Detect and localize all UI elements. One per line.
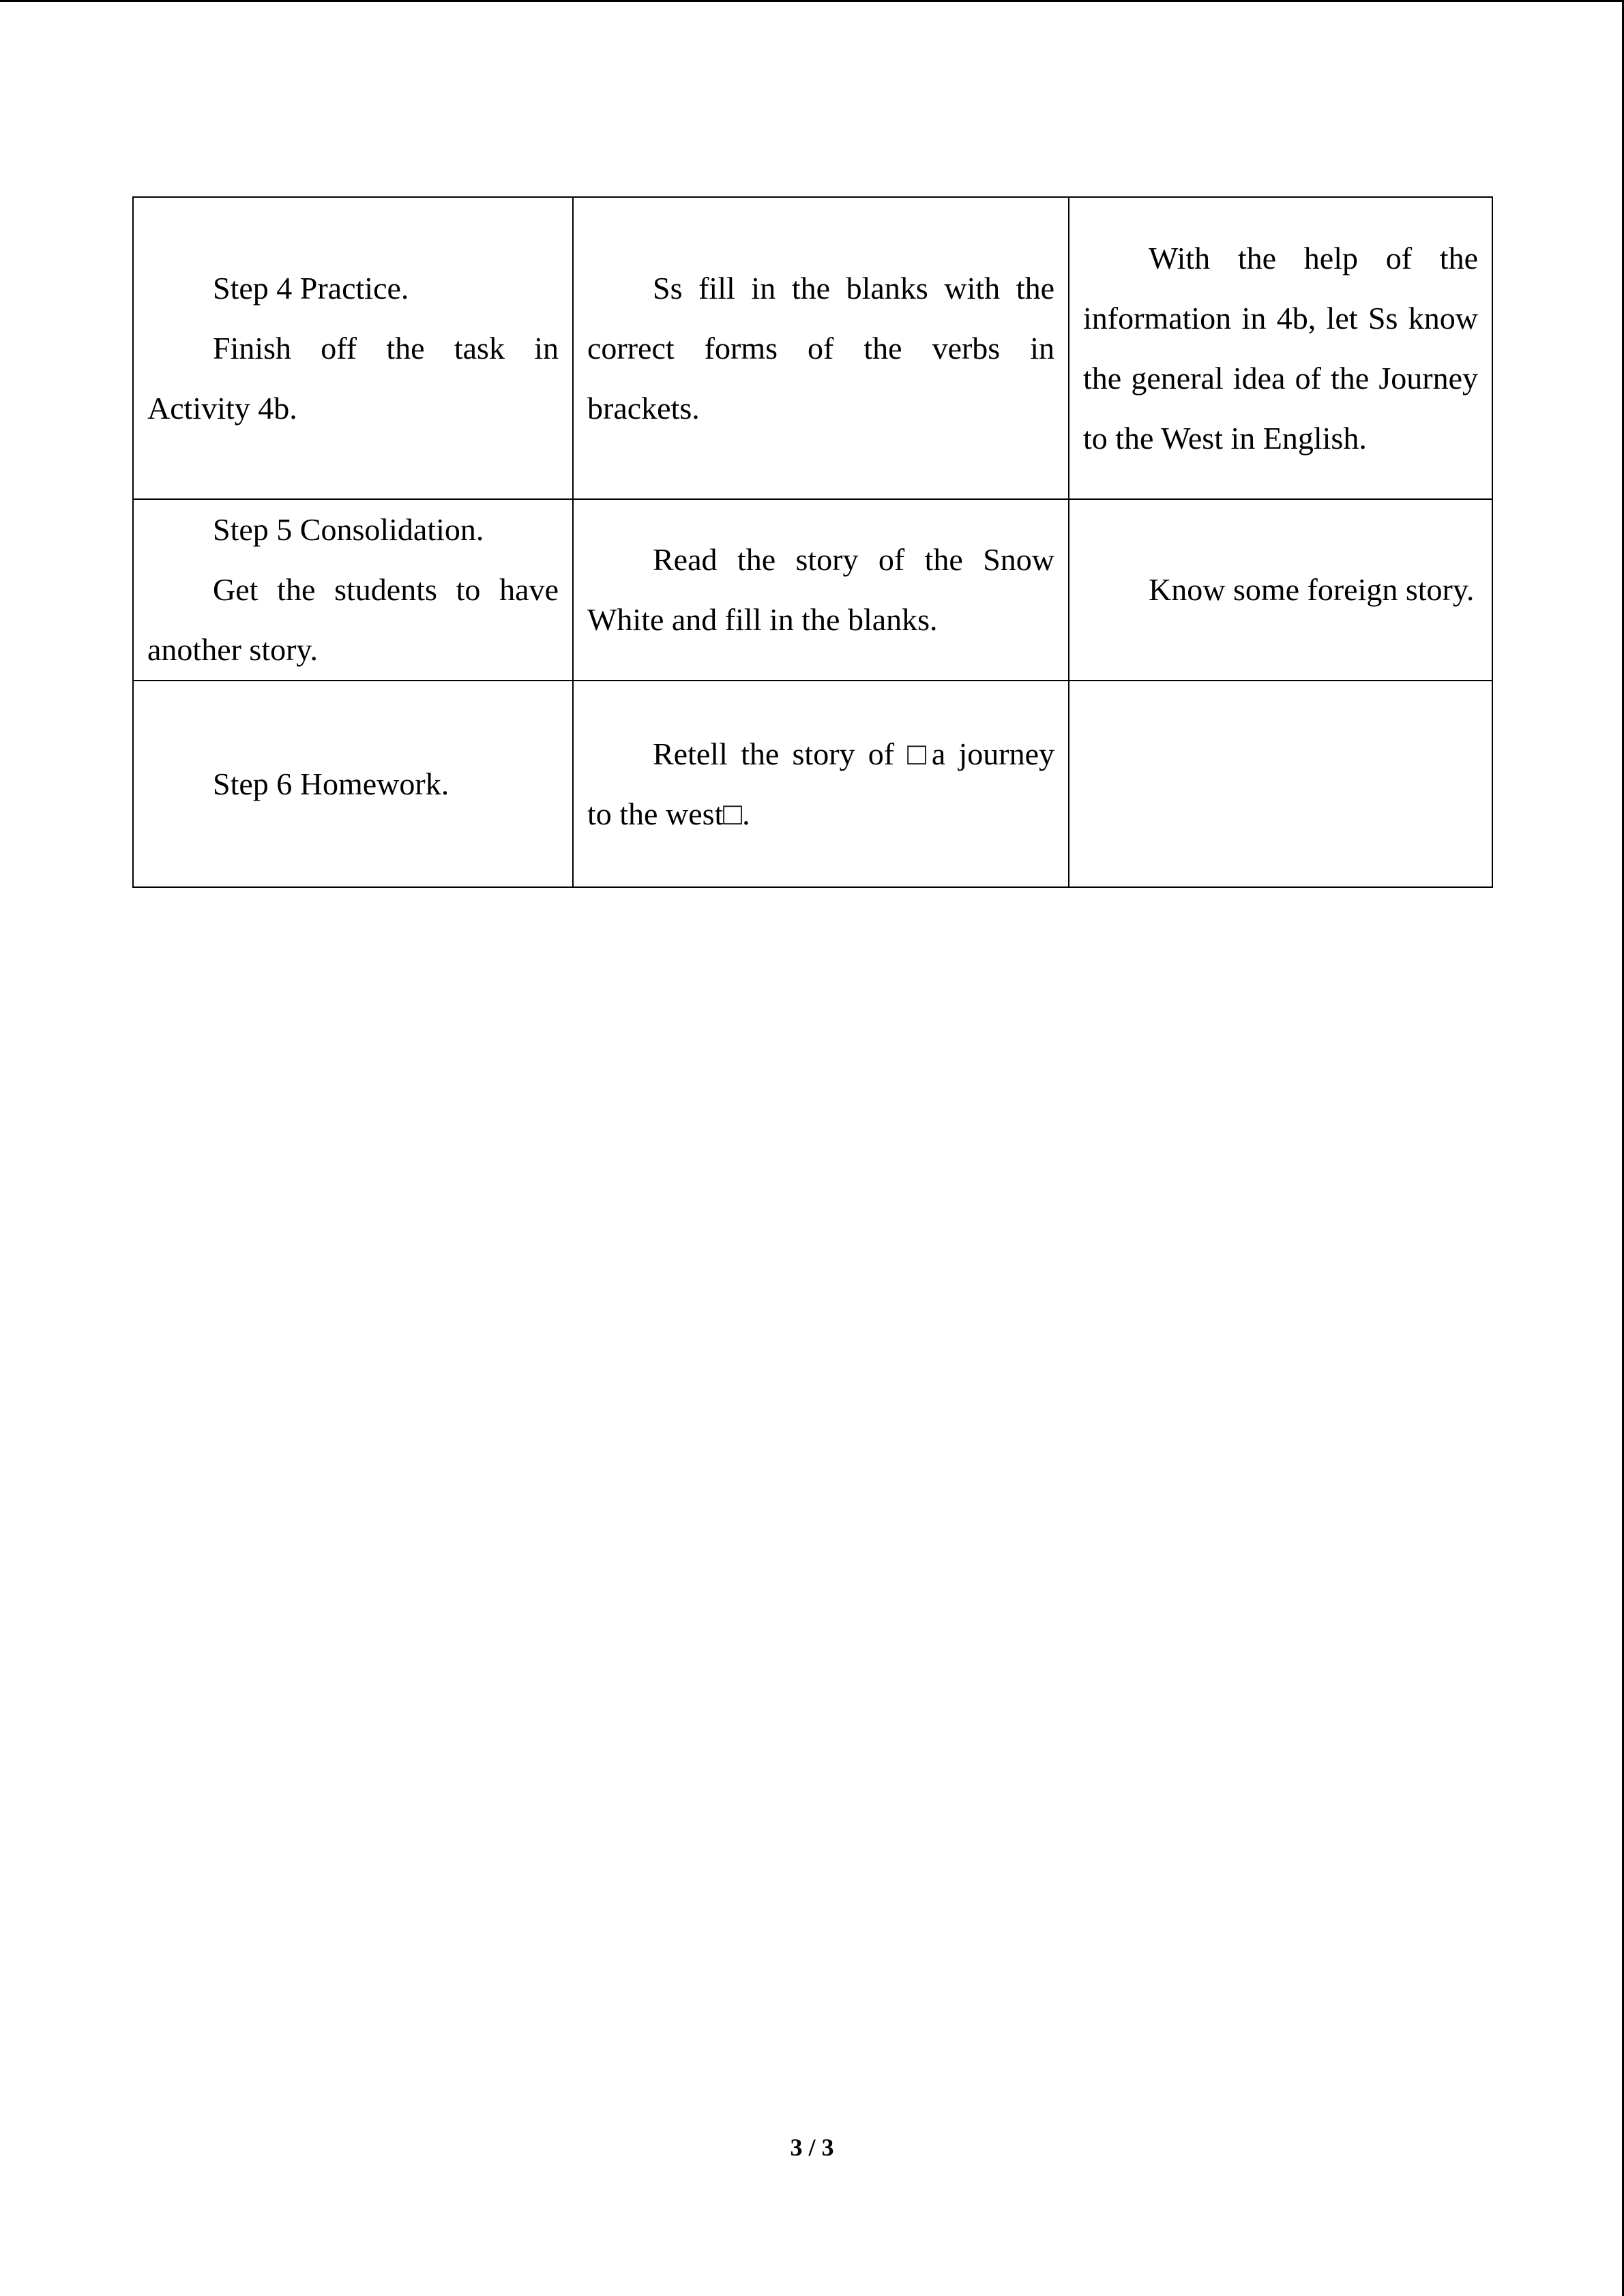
step-title: Step 6 Homework. <box>213 766 449 801</box>
student-activity-text: Ss fill in the blanks with the correct forms of the verbs in brackets. <box>587 270 1054 426</box>
purpose-text: Know some foreign story. <box>1149 572 1475 607</box>
step-cell <box>133 197 573 499</box>
student-activity-text: Read the story of the Snow White and fill in the blanks. <box>587 542 1054 637</box>
step-title: Step 5 Consolidation. <box>213 512 484 547</box>
step-title: Step 4 Practice. <box>213 270 409 305</box>
page-number: 3 / 3 <box>790 2134 834 2161</box>
step-description: Finish off the task in Activity 4b. <box>147 330 559 426</box>
step-description: Get the students to have another story. <box>147 572 559 667</box>
table-row <box>133 197 1492 499</box>
purpose-cell <box>1069 499 1492 681</box>
table-row <box>133 499 1492 681</box>
table-row <box>133 681 1492 887</box>
step-cell <box>133 499 573 681</box>
lesson-plan-table <box>132 196 1493 888</box>
student-activity-text: Retell the story of □a journey to the west□. <box>587 736 1054 831</box>
student-activity-cell <box>573 499 1069 681</box>
purpose-cell <box>1069 197 1492 499</box>
student-activity-cell <box>573 197 1069 499</box>
purpose-text: With the help of the information in 4b, let Ss know the general idea of the Journey to the West in English. <box>1083 240 1478 456</box>
purpose-cell-empty <box>1069 681 1492 887</box>
step-cell <box>133 681 573 887</box>
top-border-rule <box>0 0 1624 2</box>
student-activity-cell <box>573 681 1069 887</box>
